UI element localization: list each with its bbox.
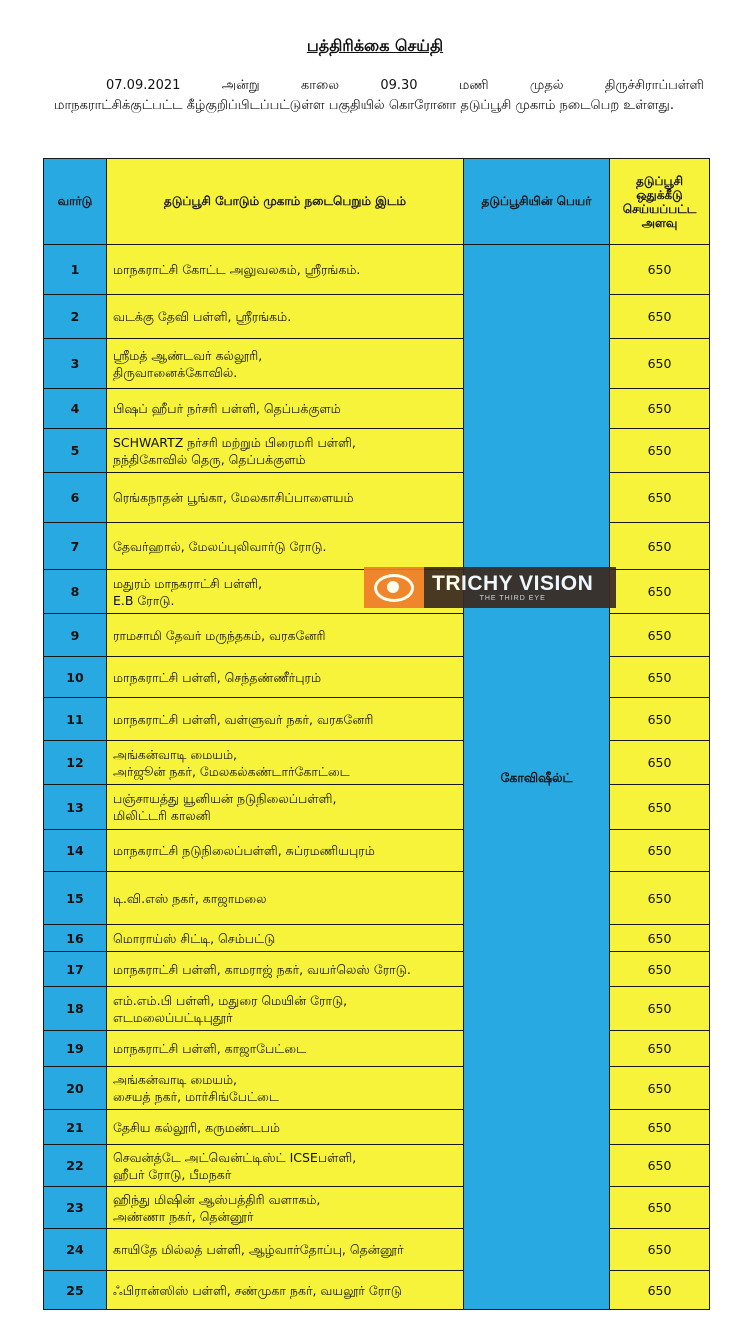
camp-location: மொராய்ஸ் சிட்டி, செம்பட்டு <box>107 925 464 952</box>
camp-location: ஃபிரான்ஸிஸ் பள்ளி, சண்முகா நகர், வயலூர் ரோடு <box>107 1271 464 1310</box>
intro-word: மணி <box>458 78 489 93</box>
table-row <box>44 830 710 872</box>
table-row <box>44 785 710 830</box>
ward-number: 8 <box>44 570 107 614</box>
intro-paragraph <box>54 76 704 116</box>
table-row <box>44 339 710 389</box>
vaccine-name: கோவிஷீல்ட் <box>464 245 610 1310</box>
allocated-quantity: 650 <box>610 952 710 987</box>
ward-number: 25 <box>44 1271 107 1310</box>
table-body <box>44 245 710 1310</box>
camp-location: பிஷப் ஹீபர் நர்சரி பள்ளி, தெப்பக்குளம் <box>107 389 464 429</box>
header-vaccine: தடுப்பூசியின் பெயர் <box>464 159 610 245</box>
camp-location: தேவர்ஹால், மேலப்புலிவார்டு ரோடு. <box>107 523 464 570</box>
table-row <box>44 1110 710 1145</box>
allocated-quantity: 650 <box>610 1271 710 1310</box>
table-row <box>44 657 710 698</box>
watermark-brand: TRICHY VISION <box>432 572 594 595</box>
table-row <box>44 523 710 570</box>
camp-location: மாநகராட்சி பள்ளி, வள்ளுவர் நகர், வரகனேரி <box>107 698 464 741</box>
allocated-quantity: 650 <box>610 1067 710 1110</box>
camp-location: ராமசாமி தேவர் மருந்தகம், வரகனேரி <box>107 614 464 657</box>
table-row <box>44 295 710 339</box>
table-row <box>44 1271 710 1310</box>
allocated-quantity: 650 <box>610 872 710 925</box>
intro-first-line <box>54 76 704 96</box>
camp-location: மாநகராட்சி பள்ளி, காஜாபேட்டை <box>107 1031 464 1067</box>
ward-number: 7 <box>44 523 107 570</box>
allocated-quantity: 650 <box>610 1187 710 1229</box>
allocated-quantity: 650 <box>610 245 710 295</box>
table-row <box>44 872 710 925</box>
table-row <box>44 741 710 785</box>
header-place: தடுப்பூசி போடும் முகாம் நடைபெறும் இடம் <box>107 159 464 245</box>
allocated-quantity: 650 <box>610 1031 710 1067</box>
vaccination-camp-table <box>43 158 710 1310</box>
allocated-quantity: 650 <box>610 925 710 952</box>
trichy-vision-watermark <box>364 567 616 608</box>
camp-location: ரெங்கநாதன் பூங்கா, மேலகாசிப்பாளையம் <box>107 473 464 523</box>
camp-location: மாநகராட்சி பள்ளி, காமராஜ் நகர், வயர்லெஸ் ரோடு. <box>107 952 464 987</box>
camp-location: பஞ்சாயத்து யூனியன் நடுநிலைப்பள்ளி, மிலிட்டரி காலனி <box>107 785 464 830</box>
allocated-quantity: 650 <box>610 295 710 339</box>
camp-location: அங்கன்வாடி மையம், சையத் நகர், மார்சிங்பேட்டை <box>107 1067 464 1110</box>
allocated-quantity: 650 <box>610 339 710 389</box>
table-row <box>44 925 710 952</box>
ward-number: 2 <box>44 295 107 339</box>
table-row <box>44 952 710 987</box>
table-row <box>44 389 710 429</box>
intro-word: அன்று <box>221 78 260 93</box>
table-header-row <box>44 159 710 245</box>
camp-location: வடக்கு தேவி பள்ளி, ஸ்ரீரங்கம். <box>107 295 464 339</box>
camp-location: ஹிந்து மிஷின் ஆஸ்பத்திரி வளாகம், அண்ணா நகர், தென்னூர் <box>107 1187 464 1229</box>
ward-number: 12 <box>44 741 107 785</box>
camp-location: எம்.எம்.பி பள்ளி, மதுரை மெயின் ரோடு, எடமலைப்பட்டிபுதூர் <box>107 987 464 1031</box>
ward-number: 20 <box>44 1067 107 1110</box>
camp-location: அங்கன்வாடி மையம், அர்ஜூன் நகர், மேலகல்கண்டார்கோட்டை <box>107 741 464 785</box>
allocated-quantity: 650 <box>610 523 710 570</box>
ward-number: 21 <box>44 1110 107 1145</box>
allocated-quantity: 650 <box>610 1145 710 1187</box>
intro-word: திருச்சிராப்பள்ளி <box>604 78 704 93</box>
ward-number: 14 <box>44 830 107 872</box>
header-ward: வார்டு <box>44 159 107 245</box>
intro-time: 09.30 <box>380 78 418 93</box>
allocated-quantity: 650 <box>610 657 710 698</box>
table-row <box>44 473 710 523</box>
camp-location: மாநகராட்சி நடுநிலைப்பள்ளி, சுப்ரமணியபுரம் <box>107 830 464 872</box>
ward-number: 5 <box>44 429 107 473</box>
ward-number: 16 <box>44 925 107 952</box>
ward-number: 10 <box>44 657 107 698</box>
camp-location: மாநகராட்சி கோட்ட அலுவலகம், ஸ்ரீரங்கம். <box>107 245 464 295</box>
allocated-quantity: 650 <box>610 570 710 614</box>
table-row <box>44 1031 710 1067</box>
intro-word: காலை <box>300 78 340 93</box>
table-row <box>44 245 710 295</box>
watermark-text <box>424 573 593 602</box>
intro-word: முதல் <box>529 78 564 93</box>
allocated-quantity: 650 <box>610 429 710 473</box>
eye-logo-icon <box>364 567 424 608</box>
table-row <box>44 1145 710 1187</box>
ward-number: 18 <box>44 987 107 1031</box>
ward-number: 4 <box>44 389 107 429</box>
ward-number: 22 <box>44 1145 107 1187</box>
camp-location: செவன்த்டே அட்வென்ட்டிஸ்ட் ICSEபள்ளி, ஹீபர் ரோடு, பீமநகர் <box>107 1145 464 1187</box>
table-row <box>44 698 710 741</box>
allocated-quantity: 650 <box>610 1229 710 1271</box>
camp-location: மாநகராட்சி பள்ளி, செந்தண்ணீர்புரம் <box>107 657 464 698</box>
table-row <box>44 1067 710 1110</box>
table-row <box>44 987 710 1031</box>
ward-number: 6 <box>44 473 107 523</box>
ward-number: 1 <box>44 245 107 295</box>
page-title: பத்திரிக்கை செய்தி <box>306 36 444 55</box>
allocated-quantity: 650 <box>610 614 710 657</box>
header-quantity: தடுப்பூசி ஒதுக்கீடு செய்யப்பட்ட அளவு <box>610 159 710 245</box>
allocated-quantity: 650 <box>610 741 710 785</box>
ward-number: 15 <box>44 872 107 925</box>
table-row <box>44 1229 710 1271</box>
ward-number: 23 <box>44 1187 107 1229</box>
camp-location: SCHWARTZ நர்சரி மற்றும் பிரைமரி பள்ளி, நந்திகோவில் தெரு, தெப்பக்குளம் <box>107 429 464 473</box>
allocated-quantity: 650 <box>610 698 710 741</box>
camp-location: காயிதே மில்லத் பள்ளி, ஆழ்வார்தோப்பு, தென்னூர் <box>107 1229 464 1271</box>
intro-rest: மாநகராட்சிக்குட்பட்ட கீழ்குறிப்பிடப்பட்டுள்ள பகுதியில் கொரோனா தடுப்பூசி முகாம் நடைபெற உள்ளது. <box>54 98 674 113</box>
camp-location: மதுரம் மாநகராட்சி பள்ளி, E.B ரோடு. <box>107 570 464 614</box>
ward-number: 19 <box>44 1031 107 1067</box>
ward-number: 13 <box>44 785 107 830</box>
allocated-quantity: 650 <box>610 785 710 830</box>
ward-number: 9 <box>44 614 107 657</box>
camp-location: தேசிய கல்லூரி, கருமண்டபம் <box>107 1110 464 1145</box>
allocated-quantity: 650 <box>610 830 710 872</box>
table-row <box>44 1187 710 1229</box>
ward-number: 17 <box>44 952 107 987</box>
ward-number: 11 <box>44 698 107 741</box>
camp-location: டி.வி.எஸ் நகர், காஜாமலை <box>107 872 464 925</box>
table-row <box>44 614 710 657</box>
ward-number: 3 <box>44 339 107 389</box>
watermark-tagline: THE THIRD EYE <box>479 595 546 602</box>
intro-date: 07.09.2021 <box>106 78 181 93</box>
allocated-quantity: 650 <box>610 473 710 523</box>
table-row <box>44 429 710 473</box>
ward-number: 24 <box>44 1229 107 1271</box>
allocated-quantity: 650 <box>610 987 710 1031</box>
allocated-quantity: 650 <box>610 389 710 429</box>
camp-location: ஸ்ரீமத் ஆண்டவர் கல்லூரி, திருவானைக்கோவில். <box>107 339 464 389</box>
allocated-quantity: 650 <box>610 1110 710 1145</box>
